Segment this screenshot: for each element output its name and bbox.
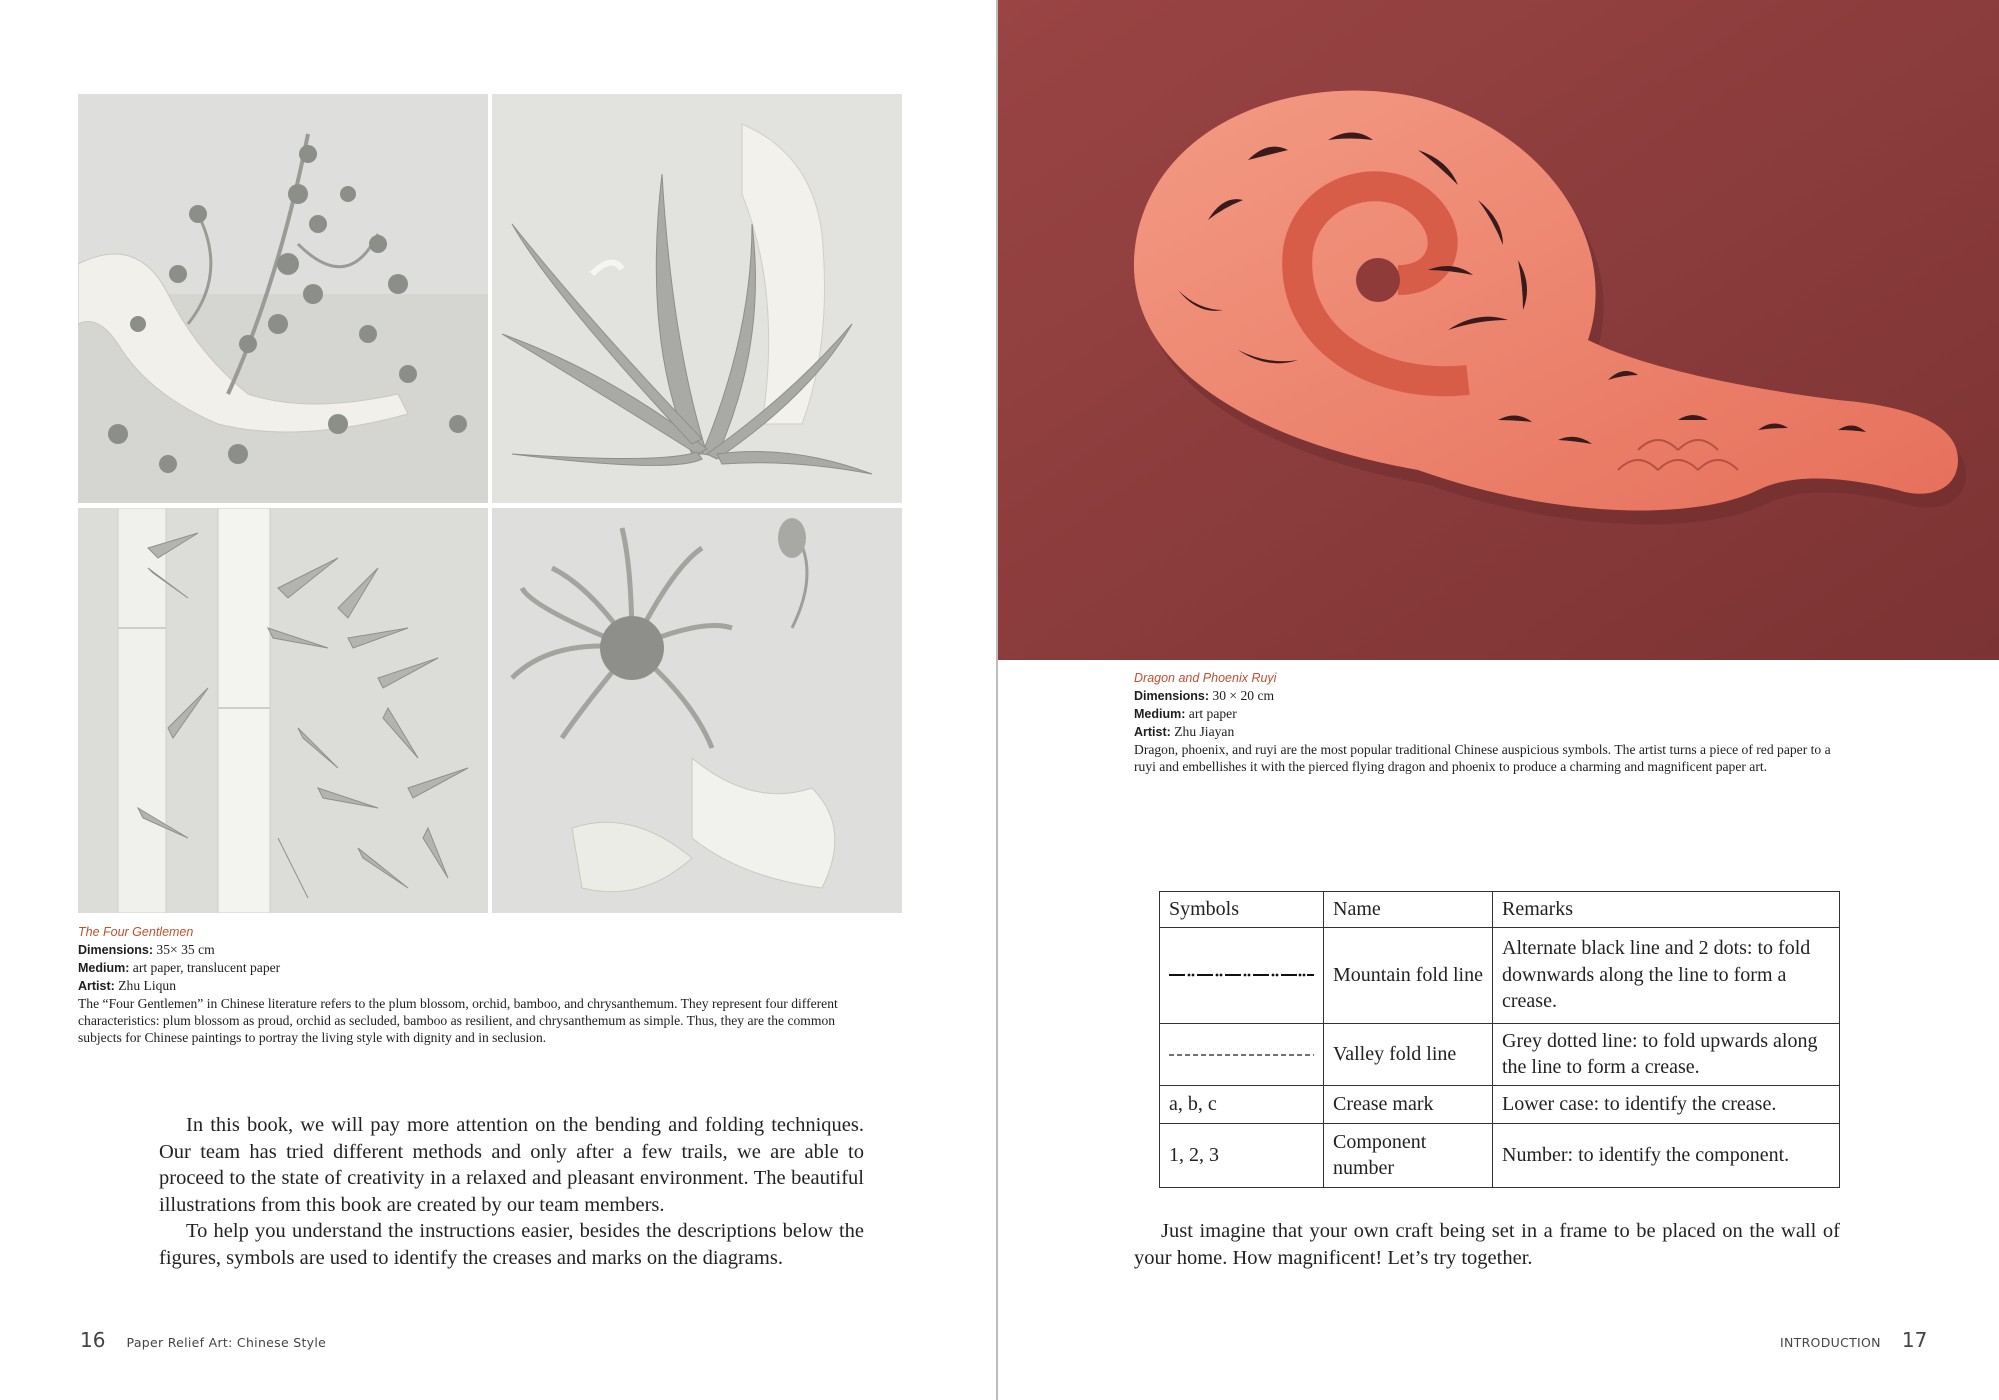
caption-artist: Artist: Zhu Jiayan bbox=[1134, 724, 1235, 739]
symbol-remarks: Grey dotted line: to fold upwards along the line to form a crease. bbox=[1493, 1023, 1840, 1085]
caption-medium: Medium: art paper, translucent paper bbox=[78, 960, 281, 975]
table-row bbox=[1160, 1023, 1840, 1085]
caption-dimensions: Dimensions: 35× 35 cm bbox=[78, 942, 215, 957]
symbol-remarks: Number: to identify the component. bbox=[1493, 1123, 1840, 1187]
closing-text bbox=[1134, 1218, 1840, 1271]
symbol-remarks: Lower case: to identify the crease. bbox=[1493, 1085, 1840, 1123]
left-folio bbox=[80, 1328, 326, 1352]
valley-fold-line-icon bbox=[1169, 1050, 1314, 1060]
photo-dragon-phoenix-ruyi bbox=[998, 0, 1999, 660]
chrysanthemum-image bbox=[492, 508, 902, 913]
right-folio bbox=[1780, 1328, 1927, 1352]
symbol-name: Mountain fold line bbox=[1324, 927, 1493, 1023]
page-number: 17 bbox=[1901, 1328, 1928, 1352]
symbol-text: 1, 2, 3 bbox=[1160, 1123, 1324, 1187]
caption-medium: Medium: art paper bbox=[1134, 706, 1237, 721]
photo-plum-blossom bbox=[78, 94, 488, 503]
table-header-row bbox=[1160, 892, 1840, 928]
body-text bbox=[159, 1112, 864, 1272]
body-paragraph-1: In this book, we will pay more attention on the bending and folding techniques. Our team has tried different methods and only after a few trails, we are able to proceed to the state of creativity in a relaxed and pleasant environment. The beautiful illustrations from this book are created by our team members. bbox=[159, 1114, 864, 1216]
caption-artist: Artist: Zhu Liqun bbox=[78, 978, 176, 993]
symbol-text: a, b, c bbox=[1160, 1085, 1324, 1123]
symbol-name: Valley fold line bbox=[1324, 1023, 1493, 1085]
table-header: Remarks bbox=[1493, 892, 1840, 928]
ruyi-image bbox=[998, 0, 1999, 660]
table-header: Symbols bbox=[1160, 892, 1324, 928]
symbol-name: Component number bbox=[1324, 1123, 1493, 1187]
table-row bbox=[1160, 1123, 1840, 1187]
caption-title: Dragon and Phoenix Ruyi bbox=[1134, 671, 1277, 685]
body-paragraph-2: To help you understand the instructions easier, besides the descriptions below the figures, symbols are used to identify the creases and marks on the diagrams. bbox=[159, 1220, 864, 1269]
running-title: INTRODUCTION bbox=[1780, 1335, 1881, 1350]
bamboo-image bbox=[78, 508, 488, 913]
caption-description: Dragon, phoenix, and ruyi are the most popular traditional Chinese auspicious symbols. The artist turns a piece of red paper to a ruyi and embellishes it with the pierced flying dragon and phoenix to produce a charming and magnificent paper art. bbox=[1134, 742, 1831, 774]
running-title: Paper Relief Art: Chinese Style bbox=[126, 1335, 327, 1350]
left-page bbox=[0, 0, 996, 1400]
table-header: Name bbox=[1324, 892, 1493, 928]
symbol-remarks: Alternate black line and 2 dots: to fold downwards along the line to form a crease. bbox=[1493, 927, 1840, 1023]
photo-bamboo bbox=[78, 508, 488, 913]
symbol-name: Crease mark bbox=[1324, 1085, 1493, 1123]
right-page bbox=[998, 0, 1999, 1400]
closing-paragraph: Just imagine that your own craft being set in a frame to be placed on the wall of your home. How magnificent! Let’s try together. bbox=[1134, 1220, 1840, 1269]
symbols-table bbox=[1159, 891, 1840, 1188]
caption-dimensions: Dimensions: 30 × 20 cm bbox=[1134, 688, 1275, 703]
orchid-image bbox=[492, 94, 902, 503]
ruyi-caption bbox=[1134, 670, 1834, 775]
photo-chrysanthemum bbox=[492, 508, 902, 913]
four-gentlemen-caption bbox=[78, 924, 868, 1046]
table-row bbox=[1160, 1085, 1840, 1123]
page-number: 16 bbox=[80, 1328, 106, 1352]
mountain-fold-line-icon bbox=[1169, 969, 1314, 981]
valley-fold-symbol bbox=[1160, 1023, 1324, 1085]
table-row bbox=[1160, 927, 1840, 1023]
caption-description: The “Four Gentlemen” in Chinese literature refers to the plum blossom, orchid, bamboo, and chrysanthemum. They represent four different characteristics: plum blossom as proud, orchid as secluded, bamboo as resilient, and chrysanthemum as simple. Thus, they are the common subjects for Chinese paintings to portray the living style with dignity and in seclusion. bbox=[78, 996, 838, 1045]
mountain-fold-symbol bbox=[1160, 927, 1324, 1023]
plum-blossom-image bbox=[78, 94, 488, 503]
photo-orchid bbox=[492, 94, 902, 503]
caption-title: The Four Gentlemen bbox=[78, 925, 194, 939]
